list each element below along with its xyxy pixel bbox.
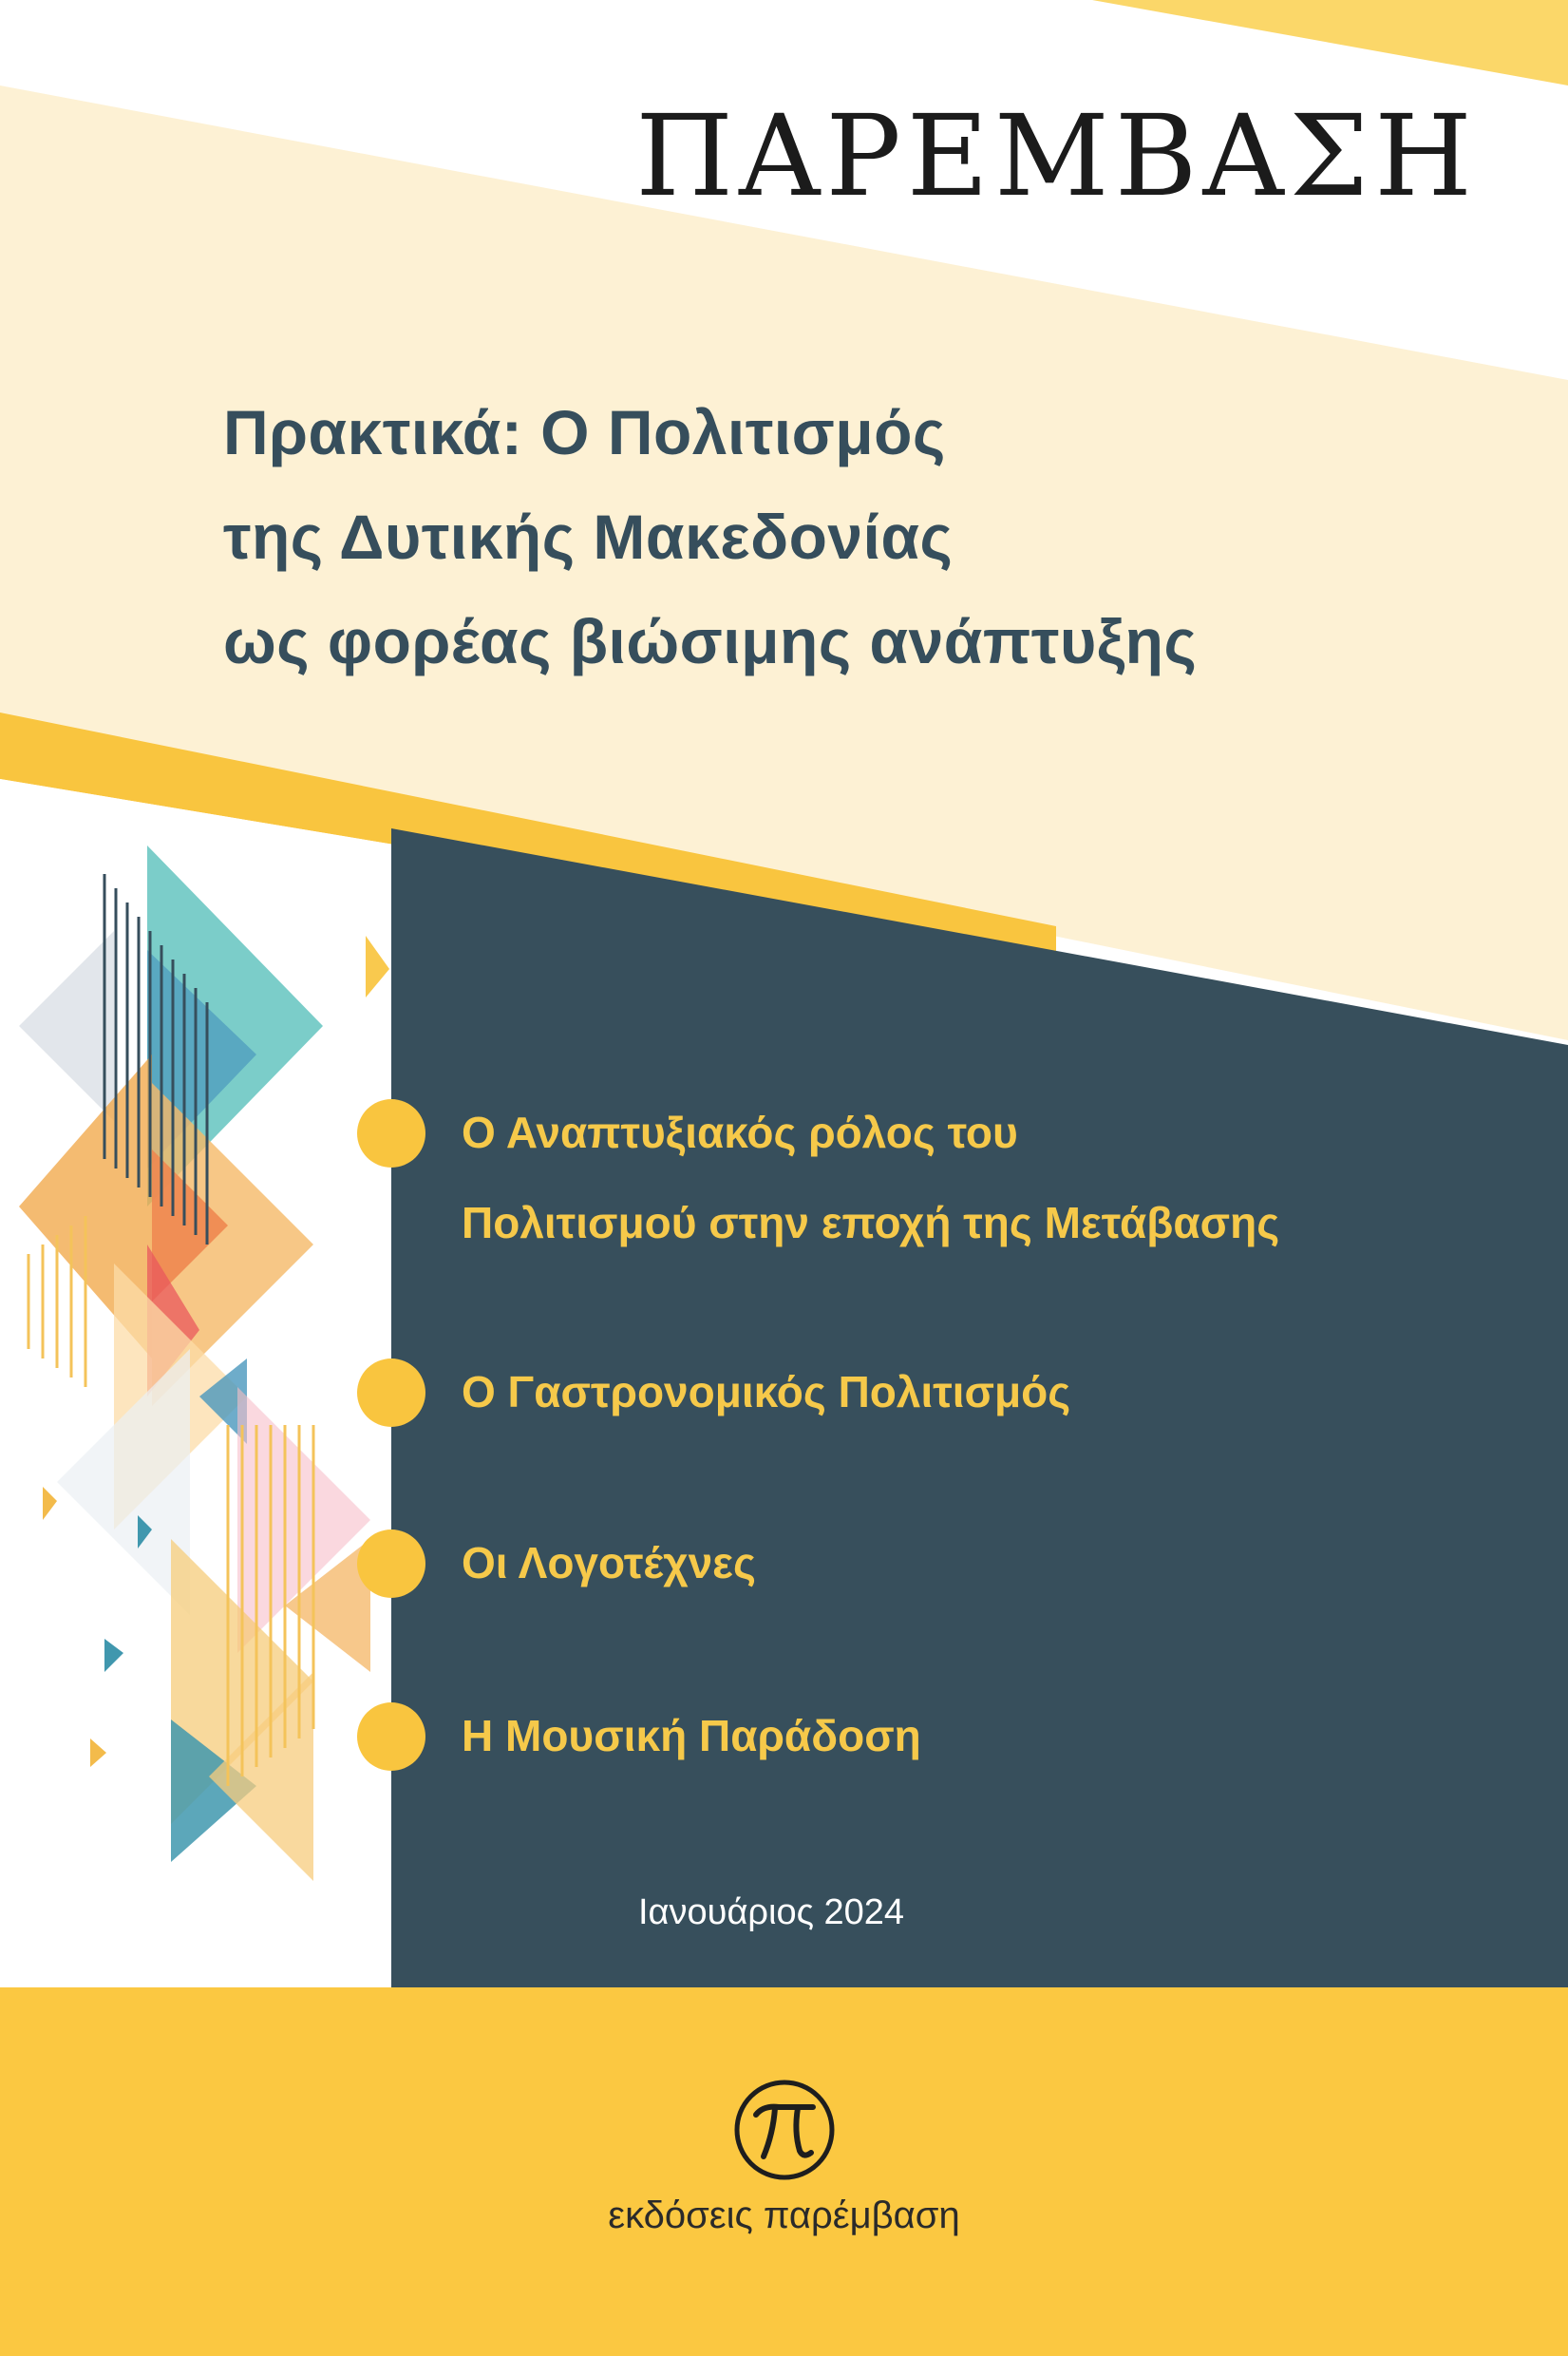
bullet-dot-icon bbox=[357, 1099, 425, 1168]
topic-line: Πολιτισμού στην εποχή της Μετάβασης bbox=[462, 1198, 1280, 1247]
topic-line: Ο Γαστρονομικός Πολιτισμός bbox=[462, 1367, 1071, 1416]
topic-line: Ο Αναπτυξιακός ρόλος του bbox=[462, 1108, 1018, 1157]
topic-label bbox=[462, 1088, 1279, 1268]
bullet-dot-icon bbox=[357, 1530, 425, 1598]
bullet-dot-icon bbox=[357, 1358, 425, 1427]
bullet-dot-icon bbox=[357, 1702, 425, 1771]
issue-date: Ιανουάριος 2024 bbox=[638, 1892, 905, 1932]
magazine-masthead: ΠΑΡΕΜΒΑΣΗ bbox=[635, 90, 1478, 221]
pi-circle-logo-icon bbox=[731, 2077, 838, 2183]
publisher-name: εκδόσεις παρέμβαση bbox=[608, 2194, 960, 2236]
topic-label bbox=[462, 1518, 756, 1608]
title-line: ως φορέας βιώσιμης ανάπτυξης bbox=[223, 606, 1198, 676]
title-line: της Δυτικής Μακεδονίας bbox=[223, 502, 954, 572]
title-line: Πρακτικά: Ο Πολιτισμός bbox=[223, 397, 946, 467]
topic-label bbox=[462, 1347, 1070, 1437]
topic-line: Οι Λογοτέχνες bbox=[462, 1538, 756, 1587]
topic-line: Η Μουσική Παράδοση bbox=[462, 1711, 921, 1760]
topic-label bbox=[462, 1691, 921, 1781]
